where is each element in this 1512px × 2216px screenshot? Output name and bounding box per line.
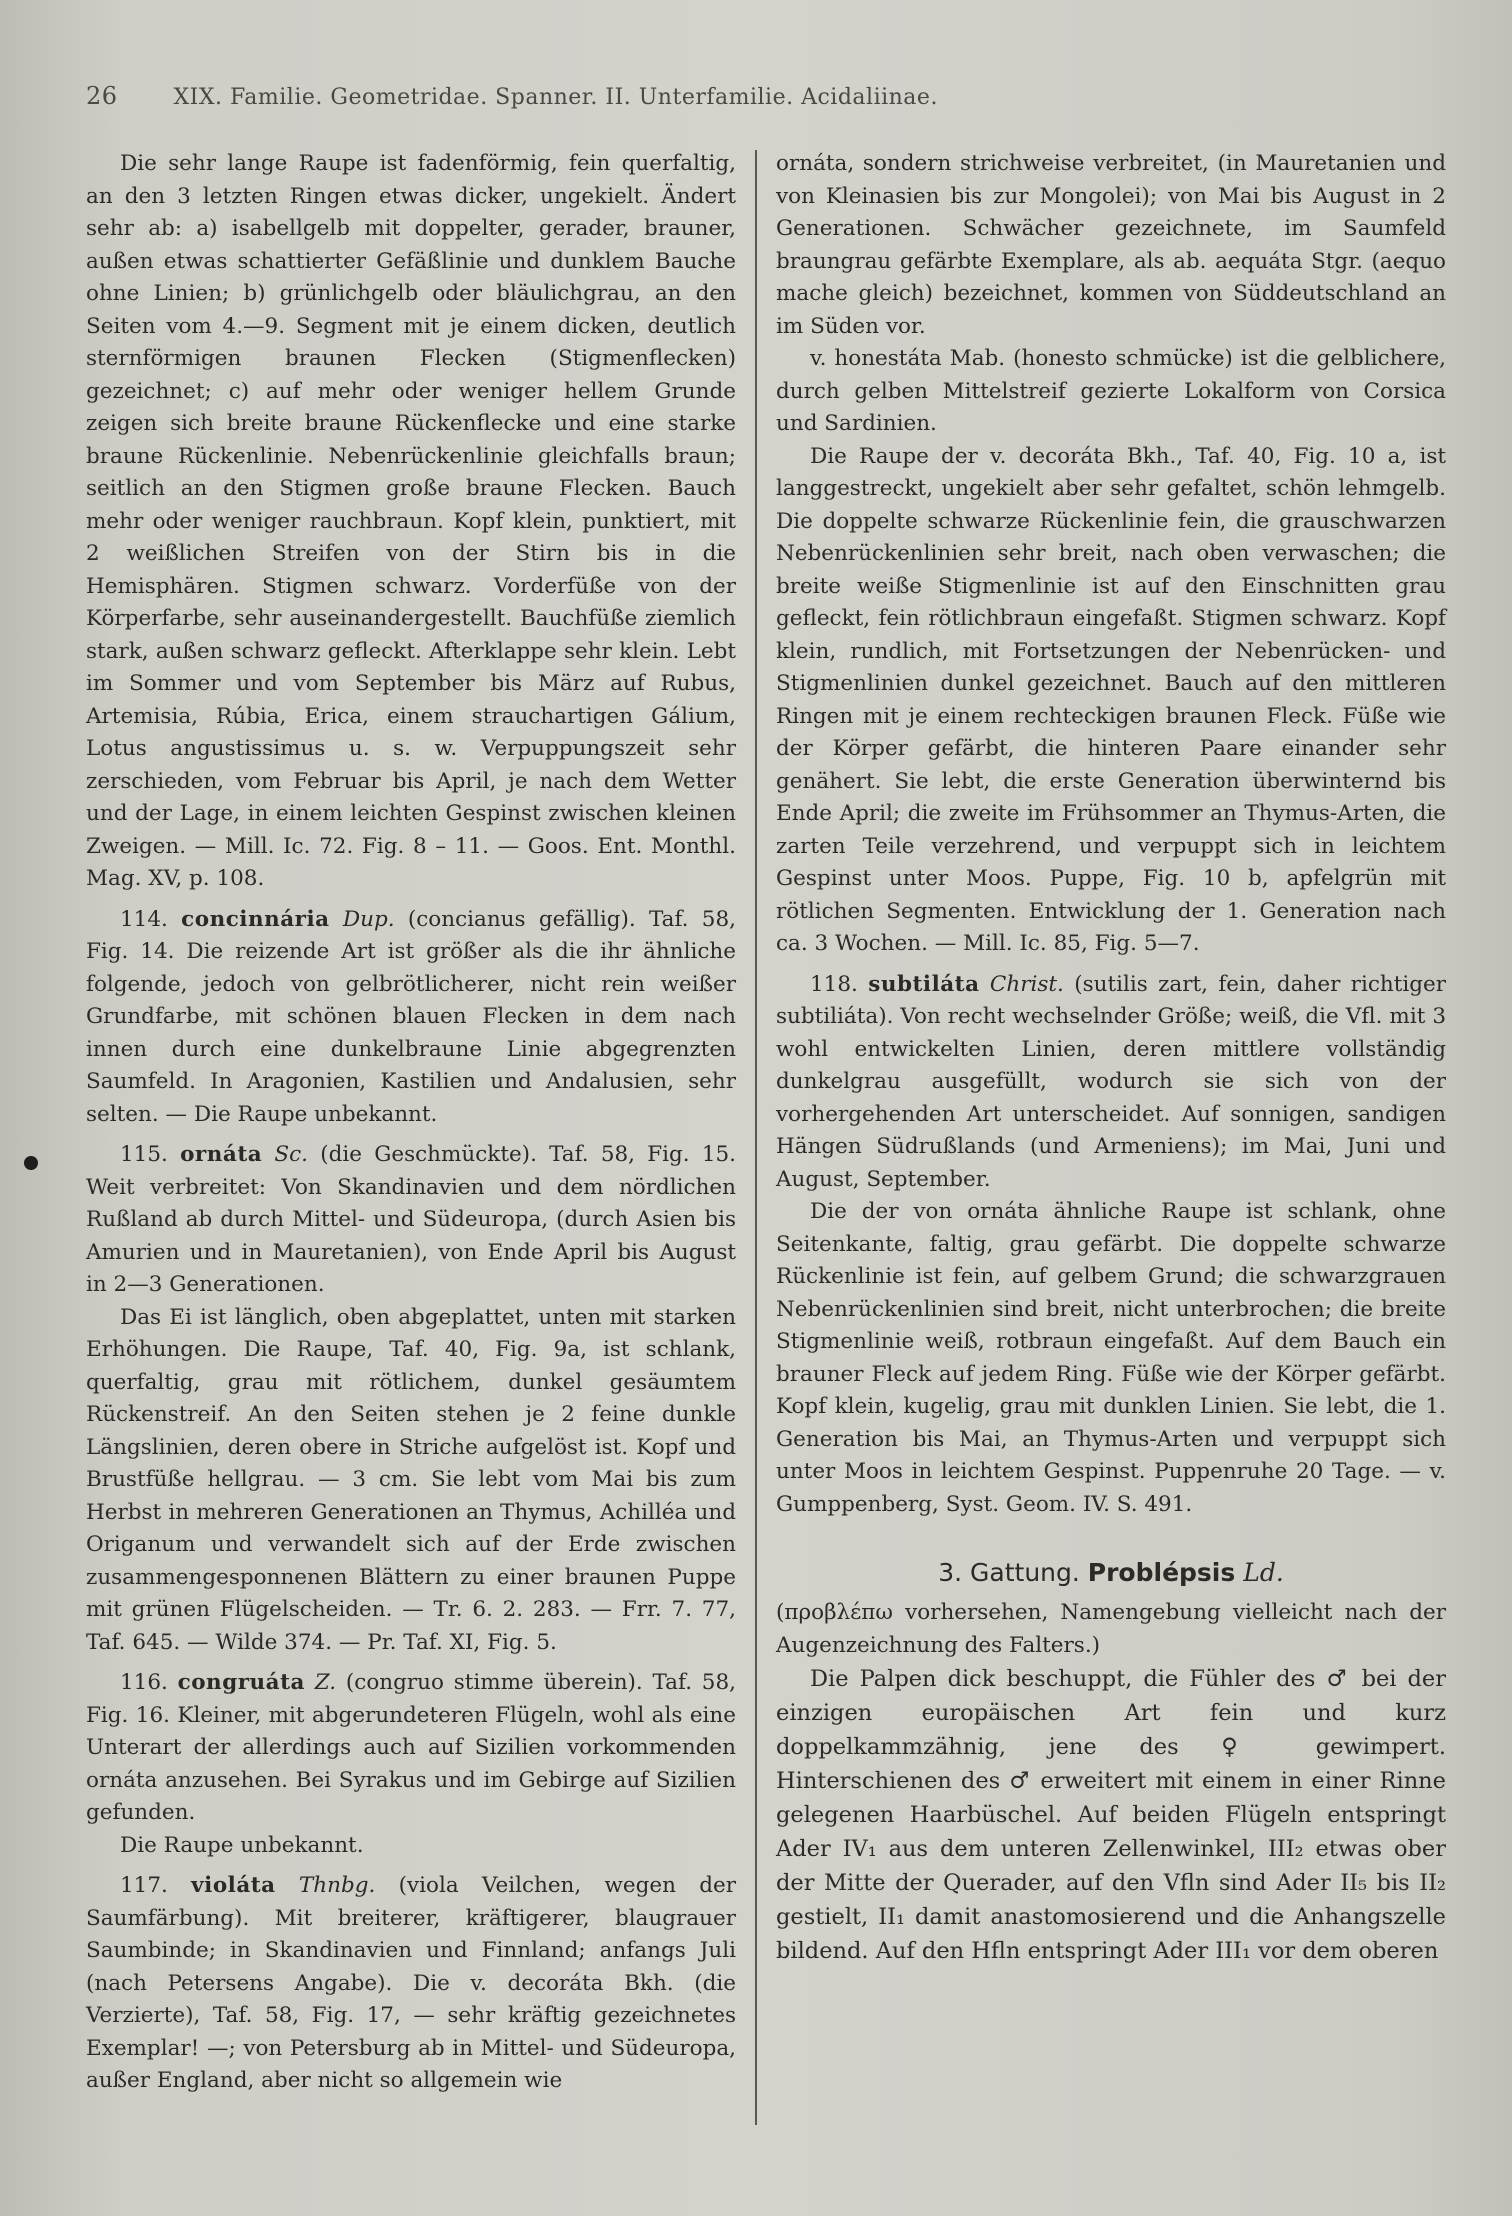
species-author: Sc. [274,1142,309,1167]
paragraph-raupe-116: Die Raupe unbekannt. [120,1832,364,1858]
column-divider [755,150,757,2125]
running-title: XIX. Familie. Geometridae. Spanner. II. Unterfamilie. Acidaliinae. [173,85,938,110]
species-number: 118. [810,971,858,997]
paragraph-honestata: v. honestáta Mab. (honesto schmücke) ist die gelblichere, durch gelben Mittelstreif gezierte Lokalform von Corsica und Sardinien. [776,346,1446,436]
species-name: violáta [191,1873,276,1898]
species-name: congruáta [177,1670,305,1695]
species-text: (sutilis zart, fein, daher richtiger subtiliáta). Von recht wechselnder Größe; weiß, die Vfl. mit 3 wohl entwickelten Linien, deren mittlere vollständig dunkelgrau ausgefüllt, wodurch sie sich von der vorhergehenden Art unterscheidet. Auf sonnigen, sandigen Hängen Südrußlands (und Armeniens); im Mai, Juni und August, September. [776,971,1446,1192]
left-column [86,148,736,2098]
species-entry-115 [86,1139,736,1302]
genus-etymology: (προβλέπω vorhersehen, Namengebung vielleicht nach der Augenzeichnung des Falters.) [776,1600,1446,1658]
species-text: (congruo stimme überein). Taf. 58, Fig. 16. Kleiner, mit abgerundeteren Flügeln, wohl als eine Unterart der allerdings auch auf Sizilien vorkommenden ornáta anzusehen. Bei Syrakus und im Gebirge auf Sizilien gefunden. [86,1670,736,1825]
species-name: ornáta [180,1142,263,1167]
species-number: 116. [120,1670,168,1695]
genus-label: 3. Gattung. [938,1558,1080,1587]
species-entry-114 [86,904,736,1132]
species-author: Christ. [989,971,1064,997]
paragraph-raupe-description: Die sehr lange Raupe ist fadenförmig, fein querfaltig, an den 3 letzten Ringen etwas dicker, ungekielt. Ändert sehr ab: a) isabellgelb mit doppelter, gerader, brauner, außen etwas schattierter Gefäßlinie und dunklem Bauche ohne Linien; b) grünlichgelb oder bläulichgrau, an den Seiten vom 4.—9. Segment mit je einem dicken, deutlich sternförmigen braunen Flecken (Stigmenflecken) gezeichnet; c) auf mehr oder weniger hellem Grunde zeigen sich breite braune Rückenflecke und eine starke braune Rückenlinie. Nebenrückenlinie gleichfalls braun; seitlich an den Stigmen große braune Flecken. Bauch mehr oder weniger rauchbraun. Kopf klein, punktiert, mit 2 weißlichen Streifen von der Stirn bis in die Hemisphären. Stigmen schwarz. Vorderfüße von der Körperfarbe, sehr auseinandergestellt. Bauchfüße ziemlich stark, außen schwarz gefleckt. Afterklappe sehr klein. Lebt im Sommer und vom September bis März auf Rubus, Artemisia, Rúbia, Erica, einem strauchartigen Gálium, Lotus angustissimus u. s. w. Verpuppungszeit sehr zerschieden, vom Februar bis April, je nach dem Wetter und der Lage, in einem leichten Gespinst zwischen kleinen Zweigen. — Mill. Ic. 72. Fig. 8 – 11. — Goos. Ent. Monthl. Mag. XV, p. 108. [86,151,736,891]
paragraph-raupe-118: Die der von ornáta ähnliche Raupe ist schlank, ohne Seitenkante, faltig, grau gefärbt. Die doppelte schwarze Rückenlinie ist fein, auf gelbem Grund; die schwarzgrauen Nebenrückenlinien sind breit, nicht unterbrochen; die breite Stigmenlinie weiß, rotbraun eingefaßt. Auf dem Bauch ein brauner Fleck auf jedem Ring. Füße wie der Körper gefärbt. Kopf klein, kugelig, grau mit dunklen Linien. Sie lebt, die 1. Generation bis Mai, an Thymus-Arten und verpuppt sich unter Moos in leichtem Gespinst. Puppenruhe 20 Tage. — v. Gumppenberg, Syst. Geom. IV. S. 491. [776,1199,1446,1517]
species-author: Z. [314,1670,337,1695]
paragraph-continuation: ornáta, sondern strichweise verbreitet, (in Mauretanien und von Kleinasien bis zur Mongolei); von Mai bis August in 2 Generationen. Schwächer gezeichnete, im Saumfeld braungrau gefärbte Exemplare, als ab. aequáta Stgr. (aequo mache gleich) bezeichnet, kommen von Süddeutschland an im Süden vor. [776,151,1446,339]
species-number: 114. [120,906,168,932]
species-text: (concianus gefällig). Taf. 58, Fig. 14. Die reizende Art ist größer als die ihr ähnliche folgende, jedoch von gelbrötlicherer, nicht rein weißer Grundfarbe, mit schönen blauen Flecken in dem nach innen durch eine dunkelbraune Linie abgegrenzten Saumfeld. In Aragonien, Kastilien und Andalusien, sehr selten. — Die Raupe unbekannt. [86,906,736,1127]
species-text: (viola Veilchen, wegen der Saumfärbung). Mit breiterer, kräftigerer, blaugrauer Saumbinde; in Skandinavien und Finnland; anfangs Juli (nach Petersens Angabe). Die v. decoráta Bkh. (die Verzierte), Taf. 58, Fig. 17, — sehr kräftig gezeichnetes Exemplar! —; von Petersburg ab in Mittel- und Südeuropa, außer England, aber nicht so allgemein wie [86,1873,736,2093]
genus-author: Ld. [1243,1558,1284,1587]
species-entry-116 [86,1667,736,1830]
right-column [776,148,1446,1968]
species-number: 115. [120,1142,168,1167]
genus-description: Die Palpen dick beschuppt, die Fühler des ♂ bei der einzigen europäischen Art fein und kurz doppelkammzähnig, jene des ♀ gewimpert. Hinterschienen des ♂ erweitert mit einem in einer Rinne gelegenen Haarbüschel. Auf beiden Flügeln entspringt Ader IV₁ aus dem unteren Zellenwinkel, III₂ etwas ober der Mitte der Querader, auf den Vfln sind Ader II₅ bis II₂ gestielt, II₁ damit anastomosierend und die Anhangszelle bildend. Auf den Hfln entspringt Ader III₁ vor dem oberen [776,1666,1446,1964]
margin-bullet-mark [24,1156,38,1170]
genus-heading [776,1555,1446,1591]
paragraph-ei-raupe-115: Das Ei ist länglich, oben abgeplattet, unten mit starken Erhöhungen. Die Raupe, Taf. 40, Fig. 9a, ist schlank, querfaltig, grau mit rötlichem, dunkel gesäumtem Rückenstreif. An den Seiten stehen je 2 feine dunkle Längslinien, deren obere in Striche aufgelöst ist. Kopf und Brustfüße hellgrau. — 3 cm. Sie lebt vom Mai bis zum Herbst in mehreren Generationen an Thymus, Achilléa und Origanum und verwandelt sich auf der Erde zwischen zusammengesponnenen Blättern zu einer braunen Puppe mit grünen Flügelscheiden. — Tr. 6. 2. 283. — Frr. 7. 77, Taf. 645. — Wilde 374. — Pr. Taf. XI, Fig. 5. [86,1304,736,1655]
species-entry-117 [86,1870,736,2098]
species-name: subtiláta [868,971,980,997]
species-number: 117. [120,1873,168,1898]
species-name: concinnária [181,906,330,932]
genus-name: Problépsis [1087,1558,1236,1587]
paragraph-raupe-decorata: Die Raupe der v. decoráta Bkh., Taf. 40, Fig. 10 a, ist langgestreckt, ungekielt aber sehr gefaltet, schön lehmgelb. Die doppelte schwarze Rückenlinie fein, die grauschwarzen Nebenrückenlinien sehr breit, nach oben verwaschen; die breite weiße Stigmenlinie ist auf den Einschnitten grau gefleckt, fein rötlichbraun eingefaßt. Stigmen schwarz. Kopf klein, rundlich, mit Fortsetzungen der Nebenrücken- und Stigmenlinien dunkel gezeichnet. Bauch auf den mittleren Ringen mit je einem rechteckigen braunen Fleck. Füße wie der Körper gefärbt, die hinteren Paare einander sehr genähert. Sie lebt, die erste Generation überwinternd bis Ende April; die zweite im Frühsommer an Thymus-Arten, die zarten Teile verzehrend, und verpuppt sich in leichtem Gespinst unter Moos. Puppe, Fig. 10 b, apfelgrün mit rötlichen Segmenten. Entwicklung der 1. Generation nach ca. 3 Wochen. — Mill. Ic. 85, Fig. 5—7. [776,443,1446,956]
species-entry-118 [776,969,1446,1197]
species-text: (die Geschmückte). Taf. 58, Fig. 15. Weit verbreitet: Von Skandinavien und dem nördlichen Rußland ab durch Mittel- und Südeuropa, (durch Asien bis Amurien und in Mauretanien), von Ende April bis August in 2—3 Generationen. [86,1142,737,1297]
species-author: Dup. [342,906,395,932]
running-header [86,82,1186,110]
species-author: Thnbg. [298,1873,376,1898]
page-number: 26 [86,82,118,110]
